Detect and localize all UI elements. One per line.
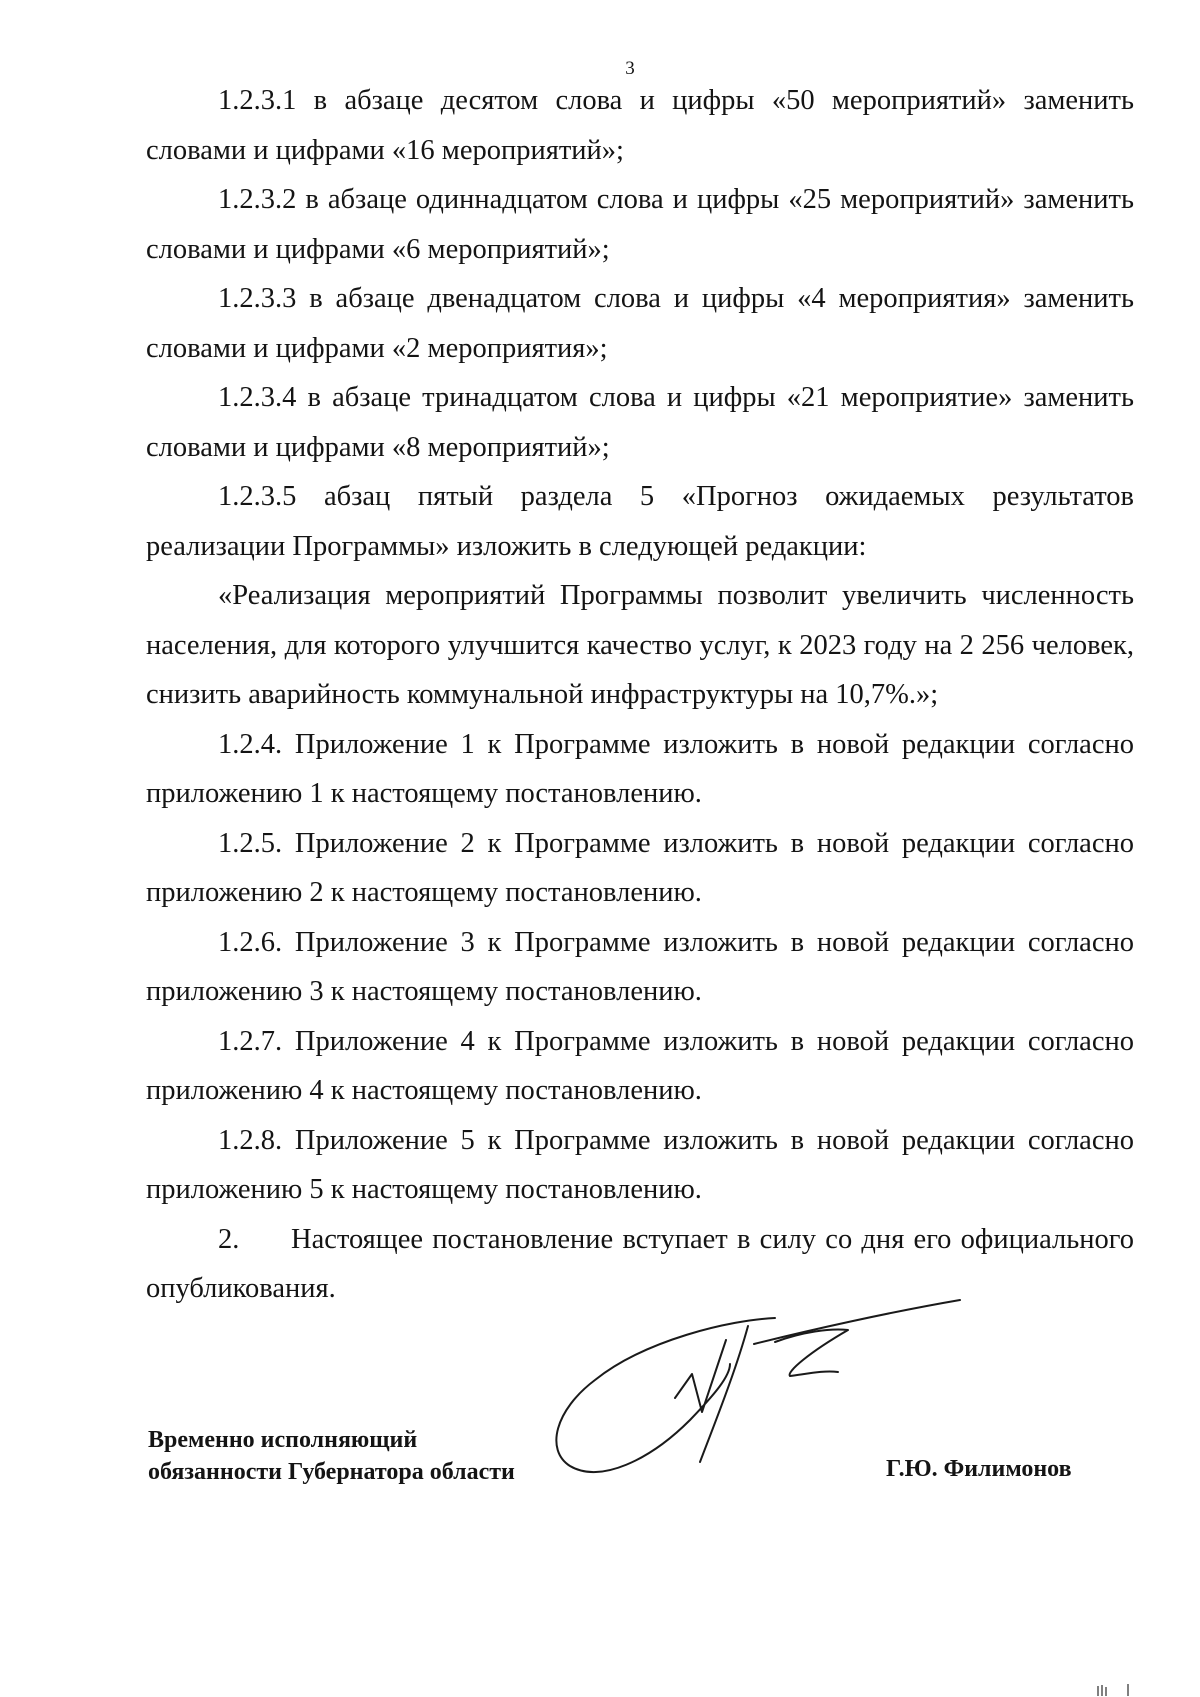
paragraph-1-2-7: 1.2.7. Приложение 4 к Программе изложить в новой редакции согласно приложению 4 к настоящему постановлению. [146,1025,1134,1106]
paragraph-1-2-3-1: 1.2.3.1 в абзаце десятом слова и цифры «50 мероприятий» заменить словами и цифрами «16 мероприятий»; [146,85,1134,166]
signatory-position [148,1424,515,1488]
paragraph-1-2-5: 1.2.5. Приложение 2 к Программе изложить в новой редакции согласно приложению 2 к настоящему постановлению. [146,827,1134,908]
paragraph-1-2-8: 1.2.8. Приложение 5 к Программе изложить в новой редакции согласно приложению 5 к настоящему постановлению. [146,1124,1134,1205]
item-2-text: Настоящее постановление вступает в силу со дня его официального опубликования. [146,1223,1134,1304]
quoted-new-wording: «Реализация мероприятий Программы позволит увеличить численность населения, для которого улучшится качество услуг, к 2023 году на 2 256 человек, снизить аварийность коммунальной инфраструктуры на 10,7%.»; [146,580,1134,710]
signatory-position-line-1: Временно исполняющий [148,1427,418,1453]
document-body [146,76,1134,1314]
signer-name: Г.Ю. Филимонов [886,1456,1072,1482]
signature-tail [754,1300,960,1344]
scan-margin-mark [1096,1682,1136,1697]
paragraph-1-2-3-3: 1.2.3.3 в абзаце двенадцатом слова и цифры «4 мероприятия» заменить словами и цифрами «2 мероприятия»; [146,283,1134,364]
paragraph-1-2-3-4: 1.2.3.4 в абзаце тринадцатом слова и цифры «21 мероприятие» заменить словами и цифрами «8 мероприятий»; [146,382,1134,463]
page-number: 3 [625,58,635,79]
signature-loop [556,1318,775,1472]
paragraph-1-2-3-5: 1.2.3.5 абзац пятый раздела 5 «Прогноз ожидаемых результатов реализации Программы» изложить в следующей редакции: [146,481,1134,562]
paragraph-1-2-3-2: 1.2.3.2 в абзаце одиннадцатом слова и цифры «25 мероприятий» заменить словами и цифрами «6 мероприятий»; [146,184,1134,265]
signature-stroke-1 [675,1340,726,1412]
signatory-position-line-2: обязанности Губернатора области [148,1459,515,1485]
paragraph-1-2-6: 1.2.6. Приложение 3 к Программе изложить в новой редакции согласно приложению 3 к настоящему постановлению. [146,926,1134,1007]
item-2-number: 2. [218,1223,240,1255]
paragraph-1-2-4: 1.2.4. Приложение 1 к Программе изложить в новой редакции согласно приложению 1 к настоящему постановлению. [146,728,1134,809]
